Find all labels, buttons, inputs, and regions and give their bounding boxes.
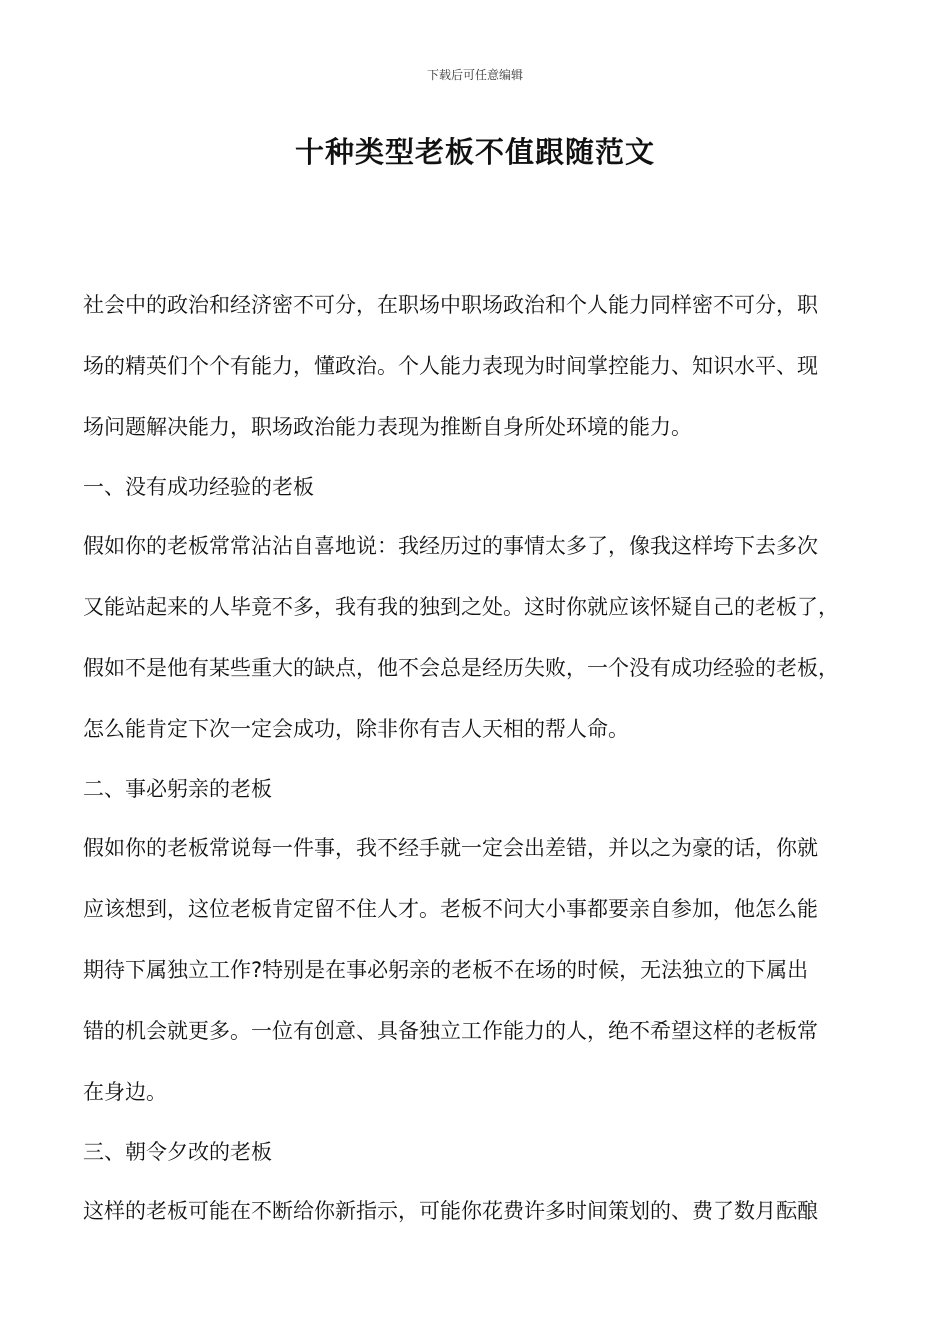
section-heading: 一、没有成功经验的老板 bbox=[83, 475, 314, 499]
intro-paragraph bbox=[83, 275, 883, 458]
paragraph-line: 怎么能肯定下次一定会成功，除非你有吉人天相的帮人命。 bbox=[83, 717, 629, 741]
paragraph-line: 假如不是他有某些重大的缺点，他不会总是经历失败，一个没有成功经验的老板， bbox=[83, 656, 839, 680]
paragraph-line: 在身边。 bbox=[83, 1080, 167, 1104]
paragraph-line: 场的精英们个个有能力，懂政治。个人能力表现为时间掌控能力、知识水平、现 bbox=[83, 354, 818, 378]
section-2 bbox=[83, 760, 883, 1123]
document-title: 十种类型老板不值跟随范文 bbox=[294, 135, 655, 169]
section-3 bbox=[83, 1123, 883, 1242]
paragraph-line: 场问题解决能力，职场政治能力表现为推断自身所处环境的能力。 bbox=[83, 415, 692, 439]
section-paragraph bbox=[83, 516, 883, 760]
paragraph-line: 假如你的老板常说每一件事，我不经手就一定会出差错，并以之为豪的话，你就 bbox=[83, 836, 818, 860]
paragraph-line: 假如你的老板常常沾沾自喜地说：我经历过的事情太多了，像我这样垮下去多次 bbox=[83, 534, 818, 558]
paragraph-line: 应该想到，这位老板肯定留不住人才。老板不问大小事都要亲自参加，他怎么能 bbox=[83, 897, 818, 921]
section-heading: 三、朝令夕改的老板 bbox=[83, 1140, 272, 1164]
paragraph-line: 期待下属独立工作?特别是在事必躬亲的老板不在场的时候，无法独立的下属出 bbox=[83, 958, 809, 982]
section-1 bbox=[83, 458, 883, 760]
paragraph-line: 错的机会就更多。一位有创意、具备独立工作能力的人，绝不希望这样的老板常 bbox=[83, 1019, 818, 1043]
document-body bbox=[83, 275, 883, 1242]
paragraph-line: 社会中的政治和经济密不可分，在职场中职场政治和个人能力同样密不可分，职 bbox=[83, 293, 818, 317]
section-paragraph bbox=[83, 1181, 883, 1242]
paragraph-line: 又能站起来的人毕竟不多，我有我的独到之处。这时你就应该怀疑自己的老板了， bbox=[83, 595, 839, 619]
section-paragraph bbox=[83, 818, 883, 1123]
header-note: 下载后可任意编辑 bbox=[426, 68, 523, 82]
paragraph-line: 这样的老板可能在不断给你新指示，可能你花费许多时间策划的、费了数月酝酿 bbox=[83, 1199, 818, 1223]
section-heading: 二、事必躬亲的老板 bbox=[83, 777, 272, 801]
